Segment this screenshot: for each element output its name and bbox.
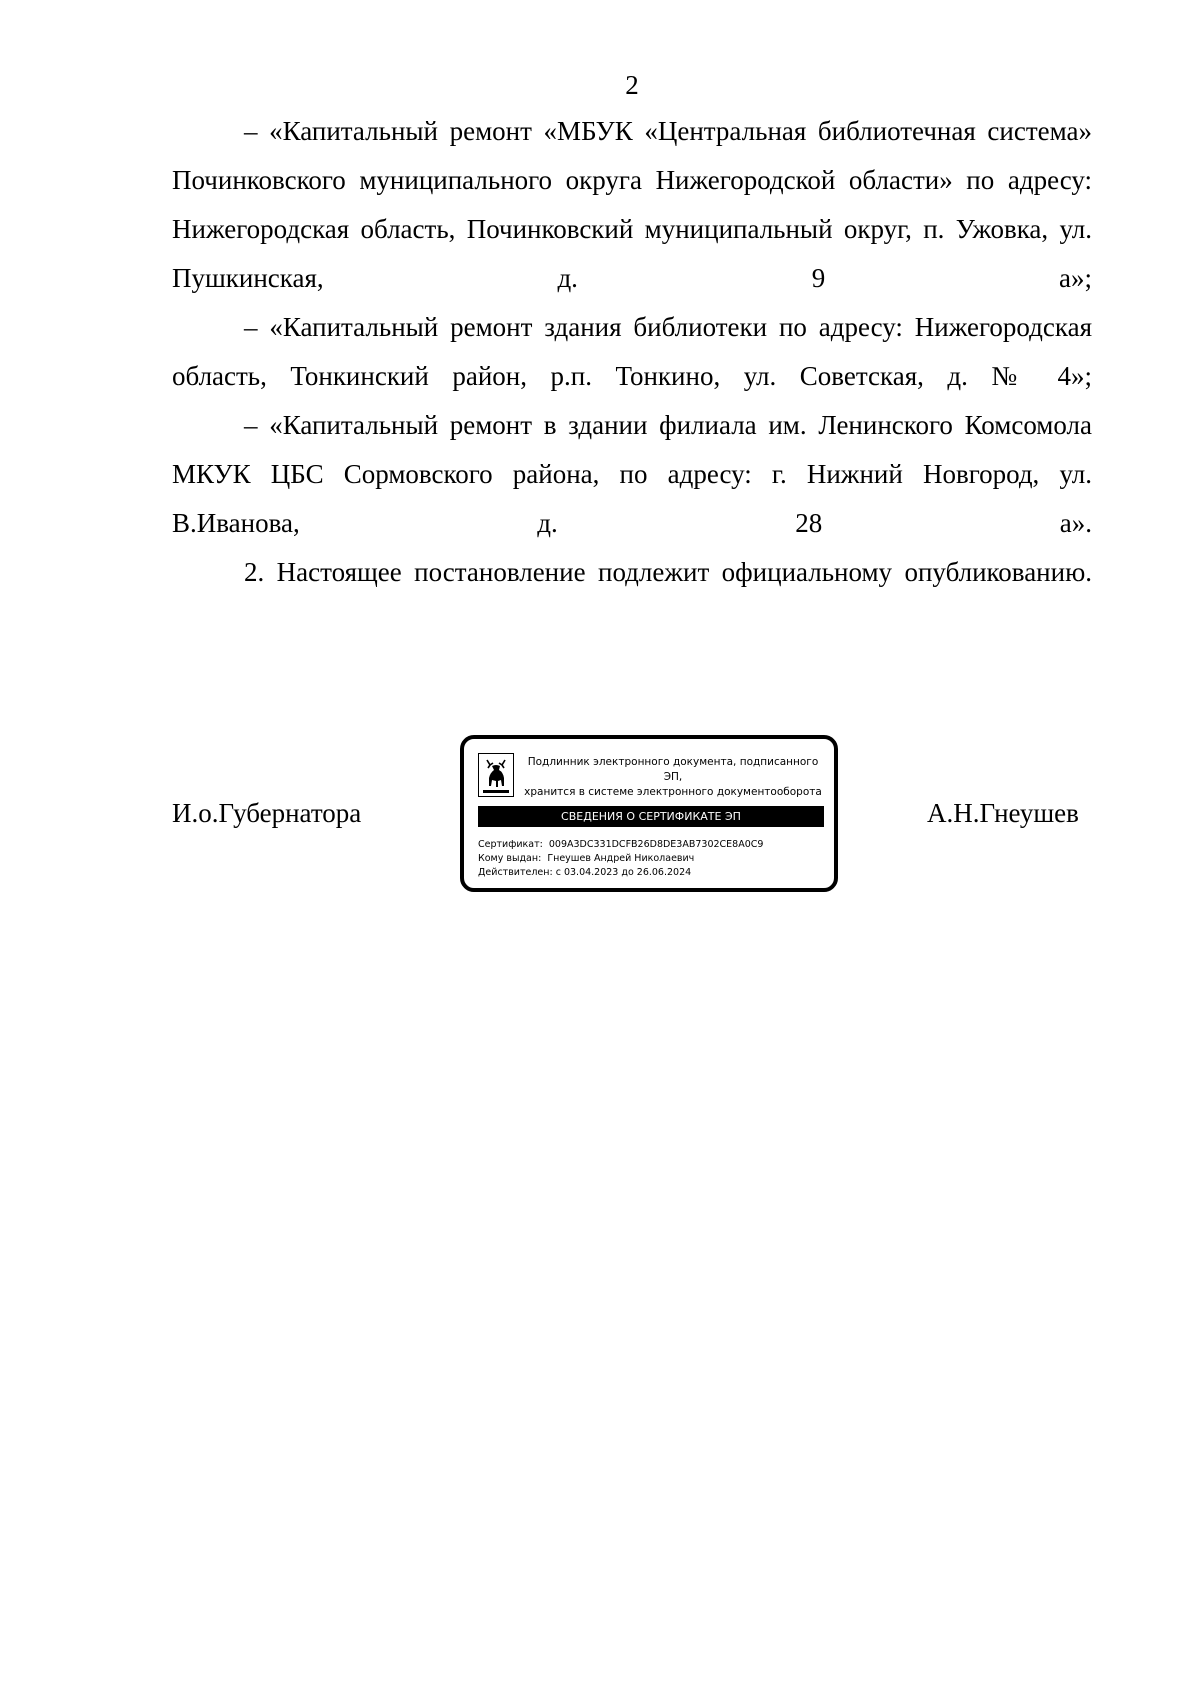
stamp-title-bar: СВЕДЕНИЯ О СЕРТИФИКАТЕ ЭП bbox=[478, 806, 824, 827]
issued-to-label: Кому выдан: bbox=[478, 853, 542, 864]
stamp-details bbox=[478, 838, 826, 880]
paragraph-publication: 2. Настоящее постановление подлежит официальному опубликованию. bbox=[244, 557, 1092, 587]
issued-to-value: Гнеушев Андрей Николаевич bbox=[547, 853, 695, 864]
stamp-header-line-2: хранится в системе электронного документооборота bbox=[524, 786, 822, 798]
document-body bbox=[172, 107, 1092, 597]
issued-to-row bbox=[478, 852, 826, 866]
deer-emblem-icon bbox=[478, 753, 514, 797]
stamp-header-line-1: Подлинник электронного документа, подписанного ЭП, bbox=[527, 756, 819, 783]
valid-row bbox=[478, 866, 826, 880]
paragraph-item-3: – «Капитальный ремонт в здании филиала им. Ленинского Комсомола МКУК ЦБС Сормовского района, по адресу: г. Нижний Новгород, ул. В.Иванова, д. 28 а». bbox=[172, 410, 1092, 538]
electronic-signature-stamp bbox=[460, 735, 838, 892]
paragraph-item-1: – «Капитальный ремонт «МБУК «Центральная библиотечная система» Починковского муниципального округа Нижегородской области» по адресу: Нижегородская область, Починковский муниципальный округ, п. Ужовка, ул. Пушкинская, д. 9 а»; bbox=[172, 116, 1092, 293]
stamp-header bbox=[520, 755, 826, 800]
signatory-position: И.о.Губернатора bbox=[172, 798, 362, 828]
valid-value: с 03.04.2023 до 26.06.2024 bbox=[555, 867, 692, 878]
page-number: 2 bbox=[625, 70, 639, 100]
paragraph-item-2: – «Капитальный ремонт здания библиотеки по адресу: Нижегородская область, Тонкинский район, р.п. Тонкино, ул. Советская, д. № 4»; bbox=[172, 312, 1092, 391]
certificate-label: Сертификат: bbox=[478, 839, 543, 850]
certificate-value: 009A3DC331DCFB26D8DE3AB7302CE8A0C9 bbox=[548, 839, 764, 850]
certificate-row bbox=[478, 838, 826, 852]
signatory-name: А.Н.Гнеушев bbox=[927, 798, 1079, 828]
valid-label: Действителен: bbox=[478, 867, 553, 878]
